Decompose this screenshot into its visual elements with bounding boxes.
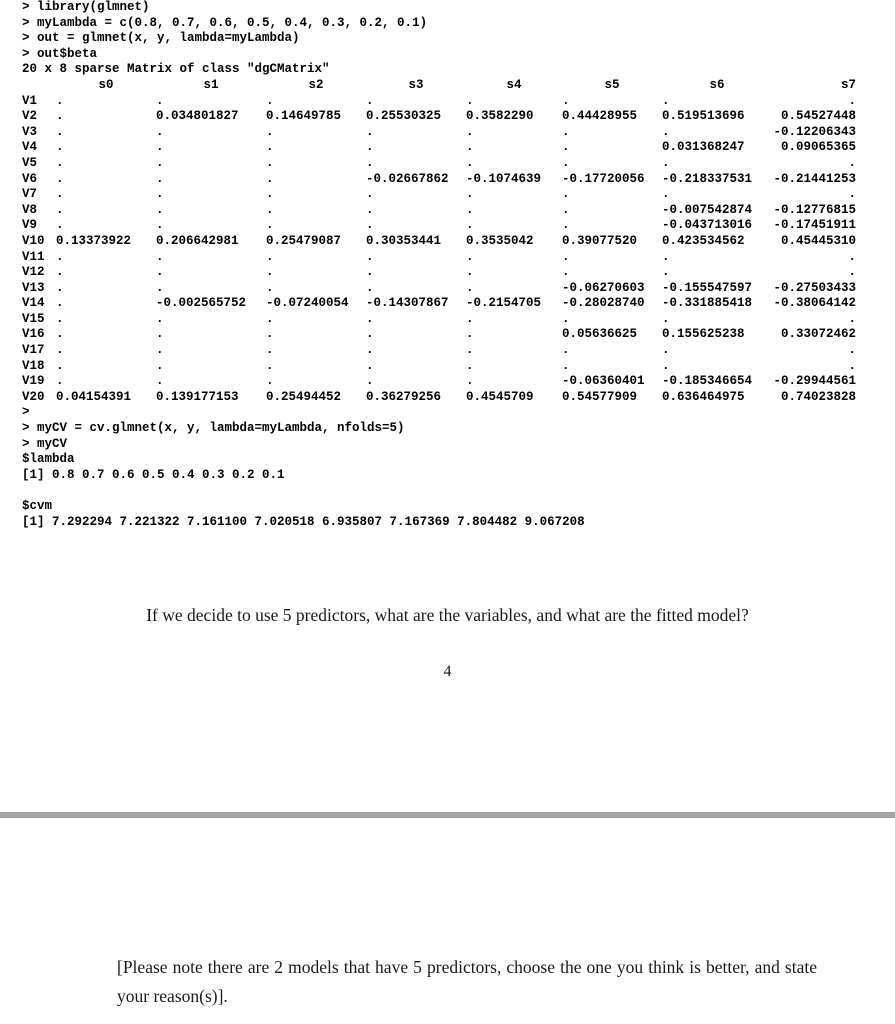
matrix-cell: 0.3582290	[466, 109, 534, 124]
matrix-cell: 0.30353441	[366, 233, 442, 248]
matrix-cell: .	[848, 155, 856, 170]
matrix-row	[22, 250, 856, 266]
matrix-cell: .	[848, 187, 856, 202]
matrix-cell: .	[266, 358, 274, 373]
matrix-cell: .	[56, 296, 64, 311]
matrix-row	[22, 343, 856, 359]
matrix-cell: 0.519513696	[662, 109, 745, 124]
matrix-cell: 0.54527448	[780, 109, 856, 124]
matrix-cell: 0.25494452	[266, 389, 342, 404]
matrix-cell: -0.38064142	[773, 296, 856, 311]
matrix-cell: .	[562, 140, 570, 155]
matrix-cell: .	[466, 343, 474, 358]
matrix-cell: .	[466, 93, 474, 108]
matrix-row-name: V18	[22, 358, 45, 373]
matrix-row	[22, 296, 856, 312]
matrix-cell: .	[466, 202, 474, 217]
matrix-cell: .	[662, 311, 670, 326]
matrix-row	[22, 374, 856, 390]
matrix-cell: .	[56, 187, 64, 202]
matrix-cell: .	[266, 265, 274, 280]
matrix-cell: 0.33072462	[780, 327, 856, 342]
matrix-cell: .	[366, 93, 374, 108]
matrix-cell: -0.043713016	[662, 218, 753, 233]
matrix-cell: .	[156, 124, 164, 139]
matrix-cell: 0.74023828	[780, 389, 856, 404]
console-line: > myLambda = c(0.8, 0.7, 0.6, 0.5, 0.4, 0.3, 0.2, 0.1)	[22, 15, 428, 30]
note-text: [Please note there are 2 models that have 5 predictors, choose the one you think is better, and state your reason(s)].	[117, 957, 817, 1006]
matrix-cell: .	[56, 218, 64, 233]
matrix-cell: 0.25530325	[366, 109, 442, 124]
matrix-cell: .	[266, 327, 274, 342]
matrix-cell: .	[366, 155, 374, 170]
matrix-cell: -0.06360401	[562, 374, 645, 389]
matrix-cell: .	[366, 202, 374, 217]
matrix-cell: -0.331885418	[662, 296, 753, 311]
console-line: >	[22, 405, 30, 420]
matrix-cell: .	[56, 202, 64, 217]
matrix-cell: -0.28028740	[562, 296, 645, 311]
matrix-cell: .	[662, 187, 670, 202]
matrix-cell: .	[56, 280, 64, 295]
matrix-cell: 0.3535042	[466, 233, 534, 248]
matrix-cell: .	[156, 93, 164, 108]
matrix-cell: .	[562, 343, 570, 358]
matrix-cell: .	[266, 311, 274, 326]
matrix-column-header: s4	[506, 77, 522, 92]
matrix-cell: .	[156, 249, 164, 264]
matrix-cell: .	[466, 140, 474, 155]
matrix-row-name: V2	[22, 109, 38, 124]
console-line: > out$beta	[22, 46, 98, 61]
matrix-cell: 0.139177153	[156, 389, 239, 404]
matrix-cell: .	[156, 140, 164, 155]
matrix-cell: .	[156, 280, 164, 295]
matrix-cell: .	[56, 265, 64, 280]
matrix-cell: 0.031368247	[662, 140, 745, 155]
matrix-column-header: s0	[98, 77, 114, 92]
console-line: $lambda	[22, 452, 75, 467]
question-text: If we decide to use 5 predictors, what are the variables, and what are the fitted model?	[146, 605, 749, 625]
matrix-cell: .	[366, 265, 374, 280]
matrix-cell: -0.29944561	[773, 374, 856, 389]
matrix-row	[22, 265, 856, 281]
matrix-row	[22, 187, 856, 203]
console-line: > out = glmnet(x, y, lambda=myLambda)	[22, 31, 300, 46]
matrix-cell: .	[562, 311, 570, 326]
matrix-cell: .	[466, 280, 474, 295]
matrix-cell: 0.44428955	[562, 109, 638, 124]
matrix-column-header: s3	[408, 77, 424, 92]
matrix-row-name: V4	[22, 140, 38, 155]
matrix-cell: 0.636464975	[662, 389, 745, 404]
matrix-row	[22, 281, 856, 297]
matrix-cell: .	[156, 358, 164, 373]
matrix-cell: .	[466, 327, 474, 342]
matrix-row-name: V9	[22, 218, 38, 233]
matrix-cell: .	[156, 187, 164, 202]
matrix-column-header: s2	[308, 77, 324, 92]
matrix-cell: 0.034801827	[156, 109, 239, 124]
matrix-cell: 0.09065365	[780, 140, 856, 155]
matrix-cell: .	[156, 327, 164, 342]
matrix-cell: .	[562, 218, 570, 233]
matrix-cell: 0.04154391	[56, 389, 132, 404]
matrix-corner	[22, 78, 56, 94]
matrix-row	[22, 94, 856, 110]
matrix-cell: .	[562, 249, 570, 264]
matrix-cell: .	[562, 187, 570, 202]
matrix-cell: .	[56, 93, 64, 108]
matrix-row-name: V17	[22, 343, 45, 358]
matrix-cell: .	[266, 140, 274, 155]
matrix-cell: .	[266, 218, 274, 233]
matrix-cell: .	[848, 311, 856, 326]
matrix-cell: 0.25479087	[266, 233, 342, 248]
beta-matrix-header	[22, 78, 856, 94]
matrix-cell: .	[56, 327, 64, 342]
matrix-cell: .	[266, 280, 274, 295]
matrix-cell: .	[562, 93, 570, 108]
matrix-cell: .	[466, 155, 474, 170]
matrix-row-name: V8	[22, 202, 38, 217]
matrix-cell: .	[662, 155, 670, 170]
matrix-cell: -0.21441253	[773, 171, 856, 186]
matrix-cell: -0.02667862	[366, 171, 449, 186]
matrix-row	[22, 140, 856, 156]
matrix-cell: .	[662, 93, 670, 108]
matrix-cell: .	[366, 374, 374, 389]
matrix-cell: 0.39077520	[562, 233, 638, 248]
matrix-cell: 0.14649785	[266, 109, 342, 124]
matrix-cell: .	[266, 374, 274, 389]
matrix-cell: -0.002565752	[156, 296, 247, 311]
matrix-row-name: V6	[22, 171, 38, 186]
matrix-cell: .	[366, 343, 374, 358]
matrix-cell: .	[662, 124, 670, 139]
matrix-row	[22, 172, 856, 188]
matrix-row-name: V5	[22, 155, 38, 170]
console-line: > myCV	[22, 436, 68, 451]
matrix-cell: 0.206642981	[156, 233, 239, 248]
matrix-row	[22, 312, 856, 328]
matrix-column-header: s7	[840, 77, 856, 92]
matrix-cell: .	[156, 218, 164, 233]
matrix-cell: .	[466, 249, 474, 264]
console-line: 20 x 8 sparse Matrix of class "dgCMatrix"	[22, 62, 330, 77]
matrix-cell: .	[466, 187, 474, 202]
matrix-cell: .	[848, 93, 856, 108]
matrix-cell: .	[366, 327, 374, 342]
matrix-cell: .	[156, 311, 164, 326]
matrix-row	[22, 359, 856, 375]
matrix-row-name: V15	[22, 311, 45, 326]
matrix-row-name: V11	[22, 249, 45, 264]
matrix-row-name: V20	[22, 389, 45, 404]
matrix-cell: .	[662, 343, 670, 358]
matrix-cell: -0.27503433	[773, 280, 856, 295]
matrix-cell: .	[466, 124, 474, 139]
matrix-row-name: V10	[22, 233, 45, 248]
matrix-cell: .	[156, 155, 164, 170]
matrix-cell: .	[56, 124, 64, 139]
matrix-cell: .	[266, 202, 274, 217]
matrix-cell: 0.423534562	[662, 233, 745, 248]
matrix-cell: .	[662, 249, 670, 264]
matrix-row-name: V14	[22, 296, 45, 311]
console-line: [1] 0.8 0.7 0.6 0.5 0.4 0.3 0.2 0.1	[22, 467, 285, 482]
matrix-cell: .	[366, 311, 374, 326]
matrix-cell: .	[848, 265, 856, 280]
matrix-cell: .	[466, 358, 474, 373]
matrix-row	[22, 327, 856, 343]
matrix-cell: .	[366, 249, 374, 264]
matrix-row	[22, 218, 856, 234]
matrix-row-name: V12	[22, 265, 45, 280]
matrix-row	[22, 125, 856, 141]
matrix-cell: .	[562, 358, 570, 373]
matrix-cell: -0.155547597	[662, 280, 753, 295]
cvm-label: $cvm	[22, 499, 53, 513]
console-line: > library(glmnet)	[22, 0, 150, 14]
matrix-cell: .	[366, 140, 374, 155]
matrix-cell: .	[466, 311, 474, 326]
matrix-cell: .	[366, 187, 374, 202]
matrix-cell: .	[466, 374, 474, 389]
matrix-cell: .	[156, 265, 164, 280]
matrix-cell: .	[366, 280, 374, 295]
matrix-cell: .	[662, 358, 670, 373]
matrix-cell: .	[266, 171, 274, 186]
matrix-cell: .	[562, 124, 570, 139]
matrix-cell: .	[266, 249, 274, 264]
matrix-cell: 0.45445310	[780, 233, 856, 248]
matrix-cell: 0.155625238	[662, 327, 745, 342]
matrix-row	[22, 390, 856, 406]
matrix-cell: -0.17720056	[562, 171, 645, 186]
cvm-values: [1] 7.292294 7.221322 7.161100 7.020518 6.935807 7.167369 7.804482 9.067208	[22, 514, 585, 529]
matrix-cell: .	[266, 155, 274, 170]
console-line: > myCV = cv.glmnet(x, y, lambda=myLambda, nfolds=5)	[22, 421, 405, 436]
matrix-cell: -0.007542874	[662, 202, 753, 217]
matrix-row	[22, 156, 856, 172]
matrix-cell: .	[156, 202, 164, 217]
matrix-cell: .	[366, 358, 374, 373]
matrix-cell: .	[56, 343, 64, 358]
matrix-row-name: V13	[22, 280, 45, 295]
page-divider	[0, 812, 895, 818]
matrix-cell: .	[466, 265, 474, 280]
matrix-cell: .	[562, 265, 570, 280]
matrix-cell: .	[156, 343, 164, 358]
beta-matrix	[22, 78, 856, 405]
matrix-cell: .	[156, 171, 164, 186]
matrix-column-header: s5	[604, 77, 620, 92]
matrix-cell: .	[848, 249, 856, 264]
matrix-cell: .	[266, 93, 274, 108]
matrix-row	[22, 109, 856, 125]
matrix-cell: .	[56, 358, 64, 373]
matrix-cell: .	[266, 124, 274, 139]
matrix-cell: 0.4545709	[466, 389, 534, 404]
matrix-cell: -0.14307867	[366, 296, 449, 311]
matrix-cell: .	[156, 374, 164, 389]
matrix-cell: 0.05636625	[562, 327, 638, 342]
matrix-cell: .	[848, 358, 856, 373]
page-number: 4	[443, 663, 452, 680]
matrix-cell: .	[56, 140, 64, 155]
matrix-cell: -0.2154705	[466, 296, 542, 311]
r-console-output	[22, 0, 882, 530]
matrix-cell: -0.07240054	[266, 296, 349, 311]
matrix-cell: -0.12776815	[773, 202, 856, 217]
matrix-row	[22, 203, 856, 219]
matrix-cell: -0.06270603	[562, 280, 645, 295]
matrix-cell: .	[266, 187, 274, 202]
console-commands-top	[22, 0, 882, 78]
matrix-row-name: V16	[22, 327, 45, 342]
matrix-cell: .	[56, 171, 64, 186]
matrix-row-name: V1	[22, 93, 38, 108]
matrix-cell: .	[562, 155, 570, 170]
matrix-cell: .	[56, 374, 64, 389]
matrix-cell: .	[466, 218, 474, 233]
beta-matrix-body	[22, 94, 856, 406]
matrix-cell: 0.13373922	[56, 233, 132, 248]
matrix-cell: .	[56, 249, 64, 264]
matrix-cell: .	[56, 311, 64, 326]
matrix-cell: 0.54577909	[562, 389, 638, 404]
matrix-row-name: V3	[22, 124, 38, 139]
matrix-cell: .	[662, 265, 670, 280]
matrix-cell: .	[562, 202, 570, 217]
matrix-cell: .	[848, 343, 856, 358]
matrix-column-header: s1	[203, 77, 219, 92]
matrix-cell: .	[366, 218, 374, 233]
matrix-row-name: V19	[22, 374, 45, 389]
matrix-row-name: V7	[22, 187, 38, 202]
console-commands-bottom	[22, 405, 882, 483]
matrix-cell: .	[266, 343, 274, 358]
matrix-column-header: s6	[709, 77, 725, 92]
matrix-cell: -0.1074639	[466, 171, 542, 186]
matrix-cell: 0.36279256	[366, 389, 442, 404]
matrix-cell: -0.17451911	[773, 218, 856, 233]
matrix-cell: .	[56, 155, 64, 170]
matrix-cell: .	[56, 109, 64, 124]
matrix-cell: .	[366, 124, 374, 139]
matrix-cell: -0.12206343	[773, 124, 856, 139]
matrix-row	[22, 234, 856, 250]
matrix-cell: -0.185346654	[662, 374, 753, 389]
matrix-cell: -0.218337531	[662, 171, 753, 186]
